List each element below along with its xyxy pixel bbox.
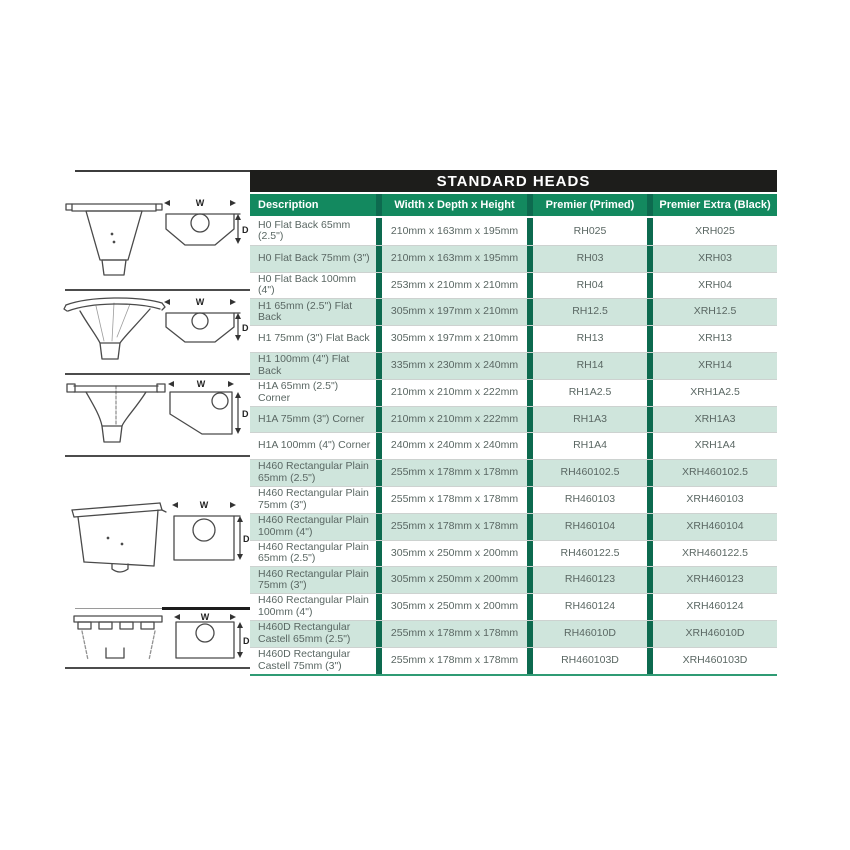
width-label: W — [195, 297, 205, 307]
cell-premier: RH04 — [527, 273, 647, 299]
depth-label: D — [243, 636, 250, 646]
cell-description: H1A 75mm (3") Corner — [258, 412, 365, 425]
cell-description: H0 Flat Back 75mm (3") — [258, 251, 370, 264]
cell-dimensions: 210mm x 210mm x 222mm — [376, 407, 527, 433]
depth-label: D — [242, 323, 249, 333]
cell-dimensions: 253mm x 210mm x 210mm — [376, 273, 527, 299]
cell-dimensions: 210mm x 163mm x 195mm — [376, 218, 527, 245]
h0-flat-back-drawing — [62, 192, 250, 288]
cell-dimensions: 240mm x 240mm x 240mm — [376, 433, 527, 459]
cell-premier-extra: XRH025 — [647, 218, 777, 245]
standard-heads-table — [250, 170, 777, 676]
group-divider — [65, 667, 250, 669]
column-header-premier-extra: Premier Extra (Black) — [647, 194, 777, 216]
cell-description: H0 Flat Back 100mm (4") — [258, 272, 357, 297]
column-header-dimensions: Width x Depth x Height — [376, 194, 527, 216]
table-row — [250, 432, 777, 459]
cell-dimensions: 335mm x 230mm x 240mm — [376, 353, 527, 379]
table-row — [250, 486, 777, 513]
cell-premier-extra: XRH460123 — [647, 567, 777, 593]
cell-description: H1A 100mm (4") Corner — [258, 439, 371, 452]
table-title-bar — [250, 170, 777, 192]
table-row — [250, 459, 777, 486]
cell-premier-extra: XRH460103 — [647, 487, 777, 513]
group-divider — [75, 170, 250, 172]
cell-description: H460 Rectangular Plain 75mm (3") — [258, 487, 369, 511]
table-row — [250, 540, 777, 567]
cell-premier: RH1A3 — [527, 407, 647, 433]
cell-description: H460D Rectangular Castell 75mm (3") — [258, 647, 351, 672]
cell-premier-extra: XRH12.5 — [647, 299, 777, 325]
table-title: STANDARD HEADS — [436, 172, 591, 190]
group-divider — [75, 608, 162, 609]
cell-dimensions: 305mm x 250mm x 200mm — [376, 541, 527, 567]
cell-premier: RH460122.5 — [527, 541, 647, 567]
width-label: W — [195, 198, 205, 208]
h460-rectangular-drawing — [62, 458, 250, 608]
table-bottom-border — [250, 674, 777, 676]
h1-flat-back-drawing — [62, 293, 250, 373]
cell-premier: RH460102.5 — [527, 460, 647, 486]
cell-premier: RH13 — [527, 326, 647, 352]
cell-description: H1 75mm (3") Flat Back — [258, 332, 370, 345]
cell-description: H1 65mm (2.5") Flat Back — [258, 299, 353, 324]
cell-dimensions: 305mm x 197mm x 210mm — [376, 299, 527, 325]
cell-description: H460D Rectangular Castell 65mm (2.5") — [258, 621, 351, 645]
cell-premier: RH460124 — [527, 594, 647, 620]
cell-premier-extra: XRH1A3 — [647, 407, 777, 433]
cell-premier: RH460123 — [527, 567, 647, 593]
table-header-row — [250, 194, 777, 216]
cell-dimensions: 255mm x 178mm x 178mm — [376, 487, 527, 513]
cell-dimensions: 210mm x 210mm x 222mm — [376, 380, 527, 406]
table-row — [250, 620, 777, 647]
cell-premier-extra: XRH460104 — [647, 514, 777, 540]
column-header-description: Description — [250, 194, 376, 216]
cell-premier-extra: XRH14 — [647, 353, 777, 379]
cell-dimensions: 305mm x 250mm x 200mm — [376, 567, 527, 593]
cell-premier-extra: XRH460103D — [647, 648, 777, 674]
width-label: W — [200, 612, 210, 622]
cell-premier-extra: XRH460124 — [647, 594, 777, 620]
cell-premier-extra: XRH460102.5 — [647, 460, 777, 486]
cell-description: H460 Rectangular Plain 100mm (4") — [258, 513, 369, 538]
cell-dimensions: 255mm x 178mm x 178mm — [376, 514, 527, 540]
cell-premier-extra: XRH1A4 — [647, 433, 777, 459]
cell-description: H460 Rectangular Plain 65mm (2.5") — [258, 460, 369, 485]
cell-premier: RH46010D — [527, 621, 647, 647]
cell-premier-extra: XRH46010D — [647, 621, 777, 647]
depth-label: D — [243, 534, 250, 544]
group-divider — [65, 373, 250, 375]
cell-dimensions: 255mm x 178mm x 178mm — [376, 460, 527, 486]
table-row — [250, 593, 777, 620]
cell-dimensions: 305mm x 197mm x 210mm — [376, 326, 527, 352]
cell-premier-extra: XRH04 — [647, 273, 777, 299]
table-row — [250, 245, 777, 272]
cell-premier-extra: XRH13 — [647, 326, 777, 352]
cell-premier: RH1A2.5 — [527, 380, 647, 406]
h460d-castellated-drawing — [62, 612, 250, 667]
cell-dimensions: 305mm x 250mm x 200mm — [376, 594, 527, 620]
cell-premier-extra: XRH460122.5 — [647, 541, 777, 567]
column-header-premier: Premier (Primed) — [527, 194, 647, 216]
h1a-corner-drawing — [62, 376, 250, 456]
table-row — [250, 325, 777, 352]
cell-description: H460 Rectangular Plain 75mm (3") — [258, 567, 369, 592]
cell-premier: RH14 — [527, 353, 647, 379]
depth-label: D — [242, 409, 249, 419]
cell-description: H460 Rectangular Plain 100mm (4") — [258, 594, 369, 619]
width-label: W — [196, 379, 206, 389]
cell-premier: RH460103 — [527, 487, 647, 513]
cell-premier: RH025 — [527, 218, 647, 245]
cell-premier: RH1A4 — [527, 433, 647, 459]
group-divider — [65, 289, 250, 291]
cell-description: H1 100mm (4") Flat Back — [258, 353, 350, 377]
cell-description: H0 Flat Back 65mm (2.5") — [258, 218, 351, 243]
cell-dimensions: 255mm x 178mm x 178mm — [376, 621, 527, 647]
table-row — [250, 218, 777, 245]
table-row — [250, 379, 777, 406]
table-row — [250, 566, 777, 593]
cell-premier: RH460103D — [527, 648, 647, 674]
table-row — [250, 298, 777, 325]
cell-premier-extra: XRH03 — [647, 246, 777, 272]
table-row — [250, 513, 777, 540]
cell-description: H1A 65mm (2.5") Corner — [258, 379, 339, 404]
cell-description: H460 Rectangular Plain 65mm (2.5") — [258, 540, 369, 565]
cell-premier: RH12.5 — [527, 299, 647, 325]
table-row — [250, 647, 777, 674]
table-body — [250, 218, 777, 674]
cell-premier: RH460104 — [527, 514, 647, 540]
cell-premier: RH03 — [527, 246, 647, 272]
cell-dimensions: 210mm x 163mm x 195mm — [376, 246, 527, 272]
cell-dimensions: 255mm x 178mm x 178mm — [376, 648, 527, 674]
depth-label: D — [242, 225, 249, 235]
width-label: W — [199, 500, 209, 510]
product-drawings-column — [62, 170, 250, 676]
table-row — [250, 272, 777, 299]
table-row — [250, 406, 777, 433]
cell-premier-extra: XRH1A2.5 — [647, 380, 777, 406]
table-row — [250, 352, 777, 379]
